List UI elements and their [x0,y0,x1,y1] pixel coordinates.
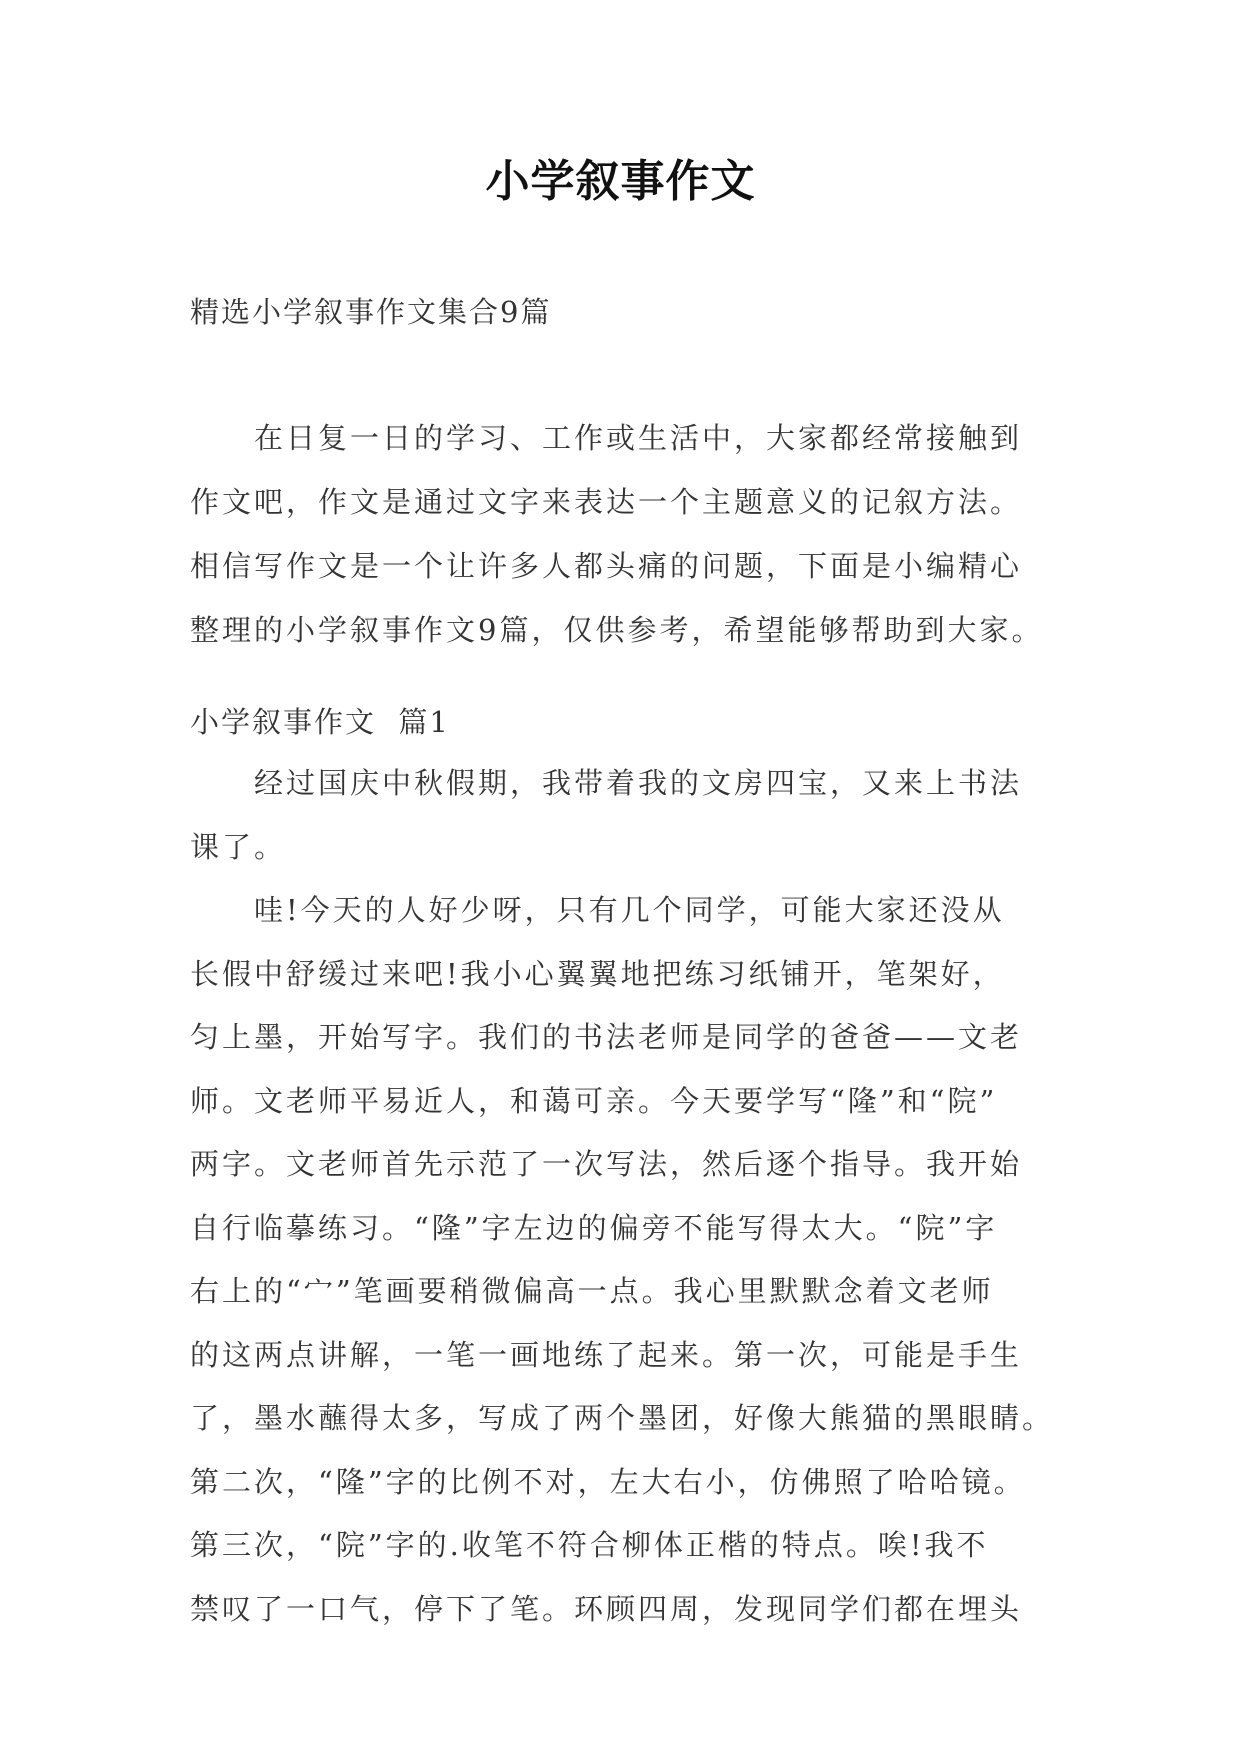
document-title: 小学叙事作文 [485,156,756,207]
body-line: 哇!今天的人好少呀，只有几个同学，可能大家还没从 [254,893,1005,927]
body-line: 的这两点讲解，一笔一画地练了起来。第一次，可能是手生 [190,1337,1023,1372]
intro-line: 相信写作文是一个让许多人都头痛的问题，下面是小编精心 [190,549,1023,583]
body-line: 右上的“宀”笔画要稍微偏高一点。我心里默默念着文老师 [190,1274,994,1308]
body-line: 长假中舒缓过来吧!我小心翼翼地把练习纸铺开，笔架好， [190,956,1005,991]
intro-paragraph [190,406,1070,662]
body-line: 匀上墨，开始写字。我们的书法老师是同学的爸爸——文老 [190,1020,1023,1054]
section-heading: 小学叙事作文 篇1 [190,705,450,739]
essay-body [190,752,1070,1641]
intro-line: 在日复一日的学习、工作或生活中，大家都经常接触到 [254,421,1023,455]
intro-line: 整理的小学叙事作文9篇，仅供参考，希望能够帮助到大家。 [190,613,1044,647]
body-line: 经过国庆中秋假期，我带着我的文房四宝，又来上书法 [254,766,1023,800]
body-line: 两字。文老师首先示范了一次写法，然后逐个指导。我开始 [190,1147,1023,1181]
body-line: 师。文老师平易近人，和蔼可亲。今天要学写“隆”和“院” [190,1083,998,1118]
body-line: 课了。 [190,829,287,864]
intro-line: 作文吧，作文是通过文字来表达一个主题意义的记叙方法。 [190,485,1023,519]
body-line: 第三次，“院”字的.收笔不符合柳体正楷的特点。唉!我不 [190,1528,989,1562]
document-subtitle: 精选小学叙事作文集合9篇 [190,295,552,329]
body-line: 第二次，“隆”字的比例不对，左大右小，仿佛照了哈哈镜。 [190,1464,1026,1499]
body-line: 禁叹了一口气，停下了笔。环顾四周，发现同学们都在埋头 [190,1591,1023,1626]
body-line: 了，墨水蘸得太多，写成了两个墨团，好像大熊猫的黑眼睛。 [190,1401,1055,1435]
body-line: 自行临摹练习。“隆”字左边的偏旁不能写得太大。“院”字 [190,1210,998,1245]
